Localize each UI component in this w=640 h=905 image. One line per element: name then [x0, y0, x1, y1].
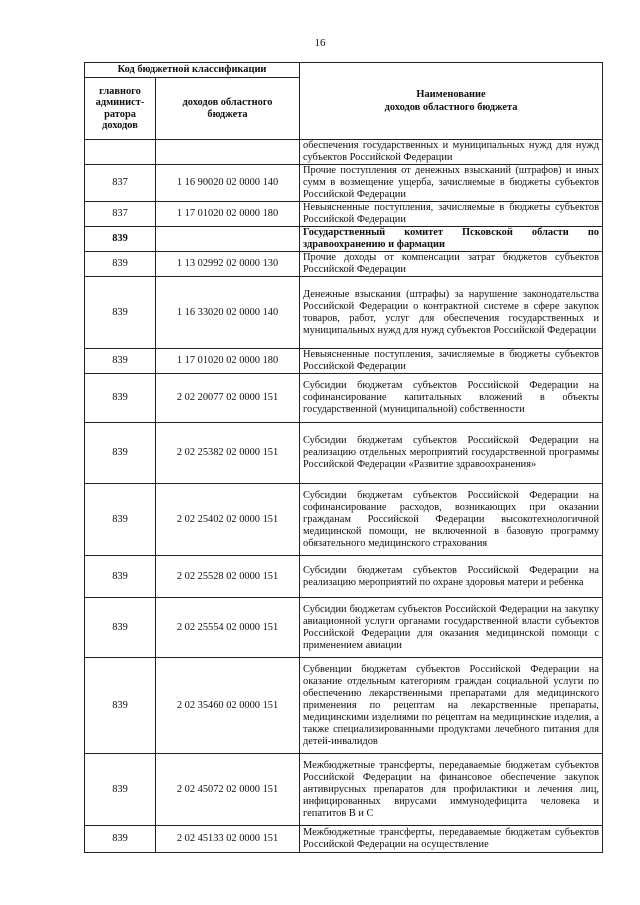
income-name-cell: Невыясненные поступления, зачисляемые в бюджеты субъектов Российской Федерации: [300, 349, 603, 374]
income-code-cell: 2 02 25554 02 0000 151: [156, 598, 300, 658]
income-code-cell: 2 02 35460 02 0000 151: [156, 658, 300, 754]
admin-code-cell: 837: [85, 202, 156, 227]
income-code-cell: 1 16 33020 02 0000 140: [156, 277, 300, 349]
admin-code-cell: 839: [85, 826, 156, 853]
income-name-header-line: Наименование: [416, 89, 486, 100]
table-row: [85, 252, 603, 277]
page-number: 16: [314, 37, 326, 49]
income-name-cell: Субсидии бюджетам субъектов Российской Федерации на реализацию мероприятий по охране здоровья матери и ребенка: [300, 556, 603, 598]
income-code-cell: 1 17 01020 02 0000 180: [156, 349, 300, 374]
income-code-cell: 2 02 25402 02 0000 151: [156, 484, 300, 556]
income-name-header-line: доходов областного бюджета: [384, 102, 518, 113]
income-name-cell: Субсидии бюджетам субъектов Российской Федерации на закупку авиационной услуги органами государственной власти субъектов Российской Федерации для оказания медицинской помощи с применением авиации: [300, 598, 603, 658]
admin-header-line: главного: [99, 85, 141, 97]
income-code-cell: 2 02 20077 02 0000 151: [156, 374, 300, 423]
income-name-cell: Прочие поступления от денежных взысканий (штрафов) и иных сумм в возмещение ущерба, зачисляемые в бюджеты субъектов Российской Федерации: [300, 165, 603, 202]
table-row: [85, 165, 603, 202]
income-header-line: бюджета: [207, 108, 248, 120]
admin-header-line: доходов: [102, 120, 138, 131]
income-code-header: [156, 78, 300, 140]
admin-code-cell: 839: [85, 349, 156, 374]
budget-classification-table: [84, 62, 603, 853]
income-name-cell: Субсидии бюджетам субъектов Российской Федерации на софинансирование капитальных вложений в объекты государственной (муниципальной) собственности: [300, 374, 603, 423]
income-code-cell: [156, 227, 300, 252]
admin-code-cell: 839: [85, 484, 156, 556]
table-row: [85, 423, 603, 484]
income-name-header: [300, 63, 603, 140]
budget-code-group-header: Код бюджетной классификации: [85, 63, 300, 78]
admin-code-cell: 839: [85, 374, 156, 423]
table-row: [85, 484, 603, 556]
table-row: [85, 754, 603, 826]
income-code-cell: 2 02 45133 02 0000 151: [156, 826, 300, 853]
income-code-cell: 2 02 25382 02 0000 151: [156, 423, 300, 484]
admin-code-cell: 839: [85, 423, 156, 484]
income-code-cell: 2 02 45072 02 0000 151: [156, 754, 300, 826]
income-code-cell: 1 16 90020 02 0000 140: [156, 165, 300, 202]
income-name-cell: обеспечения государственных и муниципальных нужд для нужд субъектов Российской Федерации: [300, 140, 603, 165]
table-row: [85, 598, 603, 658]
income-name-cell: Субсидии бюджетам субъектов Российской Федерации на софинансирование расходов, возникающих при оказании гражданам Российской Федерации высокотехнологичной медицинской помощи, не включенной в базовую программу обязательного медицинского страхования: [300, 484, 603, 556]
income-name-cell: Государственный комитет Псковской области по здравоохранению и фармации: [300, 227, 603, 252]
income-code-cell: 1 13 02992 02 0000 130: [156, 252, 300, 277]
income-name-cell: Межбюджетные трансферты, передаваемые бюджетам субъектов Российской Федерации на осуществление: [300, 826, 603, 853]
income-header-line: доходов областного: [182, 97, 273, 108]
table-row: [85, 227, 603, 252]
income-name-cell: Денежные взыскания (штрафы) за нарушение законодательства Российской Федерации о контрактной системе в сфере закупок товаров, работ, услуг для обеспечения государственных и муниципальных нужд для нужд субъектов Российской Федерации: [300, 277, 603, 349]
admin-header-line: ратора: [104, 108, 136, 120]
table-row: [85, 374, 603, 423]
income-name-cell: Субсидии бюджетам субъектов Российской Федерации на реализацию отдельных мероприятий государственной программы Российской Федерации «Развитие здравоохранения»: [300, 423, 603, 484]
table-row: [85, 202, 603, 227]
admin-code-cell: [85, 140, 156, 165]
admin-code-cell: 839: [85, 556, 156, 598]
income-code-cell: 1 17 01020 02 0000 180: [156, 202, 300, 227]
admin-code-cell: 839: [85, 754, 156, 826]
income-name-cell: Прочие доходы от компенсации затрат бюджетов субъектов Российской Федерации: [300, 252, 603, 277]
admin-code-cell: 839: [85, 277, 156, 349]
admin-header-line: админист-: [95, 97, 145, 108]
table-row: [85, 349, 603, 374]
admin-code-cell: 839: [85, 598, 156, 658]
table-row: [85, 658, 603, 754]
income-name-cell: Субвенции бюджетам субъектов Российской Федерации на оказание отдельным категориям граждан социальной услуги по обеспечению лекарственными препаратами для медицинского применения по рецептам на лекарственные препараты, медицинскими изделиями по рецептам на медицинские изделия, а также специализированными продуктами лечебного питания для детей-инвалидов: [300, 658, 603, 754]
admin-code-header: [85, 78, 156, 140]
income-code-cell: 2 02 25528 02 0000 151: [156, 556, 300, 598]
admin-code-cell: 839: [85, 227, 156, 252]
income-name-cell: Невыясненные поступления, зачисляемые в бюджеты субъектов Российской Федерации: [300, 202, 603, 227]
income-code-cell: [156, 140, 300, 165]
table-body: [85, 140, 603, 853]
admin-code-cell: 839: [85, 252, 156, 277]
income-name-cell: Межбюджетные трансферты, передаваемые бюджетам субъектов Российской Федерации на финансовое обеспечение закупок антивирусных препаратов для профилактики и лечения лиц, инфицированных вирусами иммунодефицита человека и гепатитов В и С: [300, 754, 603, 826]
table-row: [85, 277, 603, 349]
admin-code-cell: 839: [85, 658, 156, 754]
table-row: [85, 556, 603, 598]
table-row: [85, 826, 603, 853]
admin-code-cell: 837: [85, 165, 156, 202]
table-row: [85, 140, 603, 165]
